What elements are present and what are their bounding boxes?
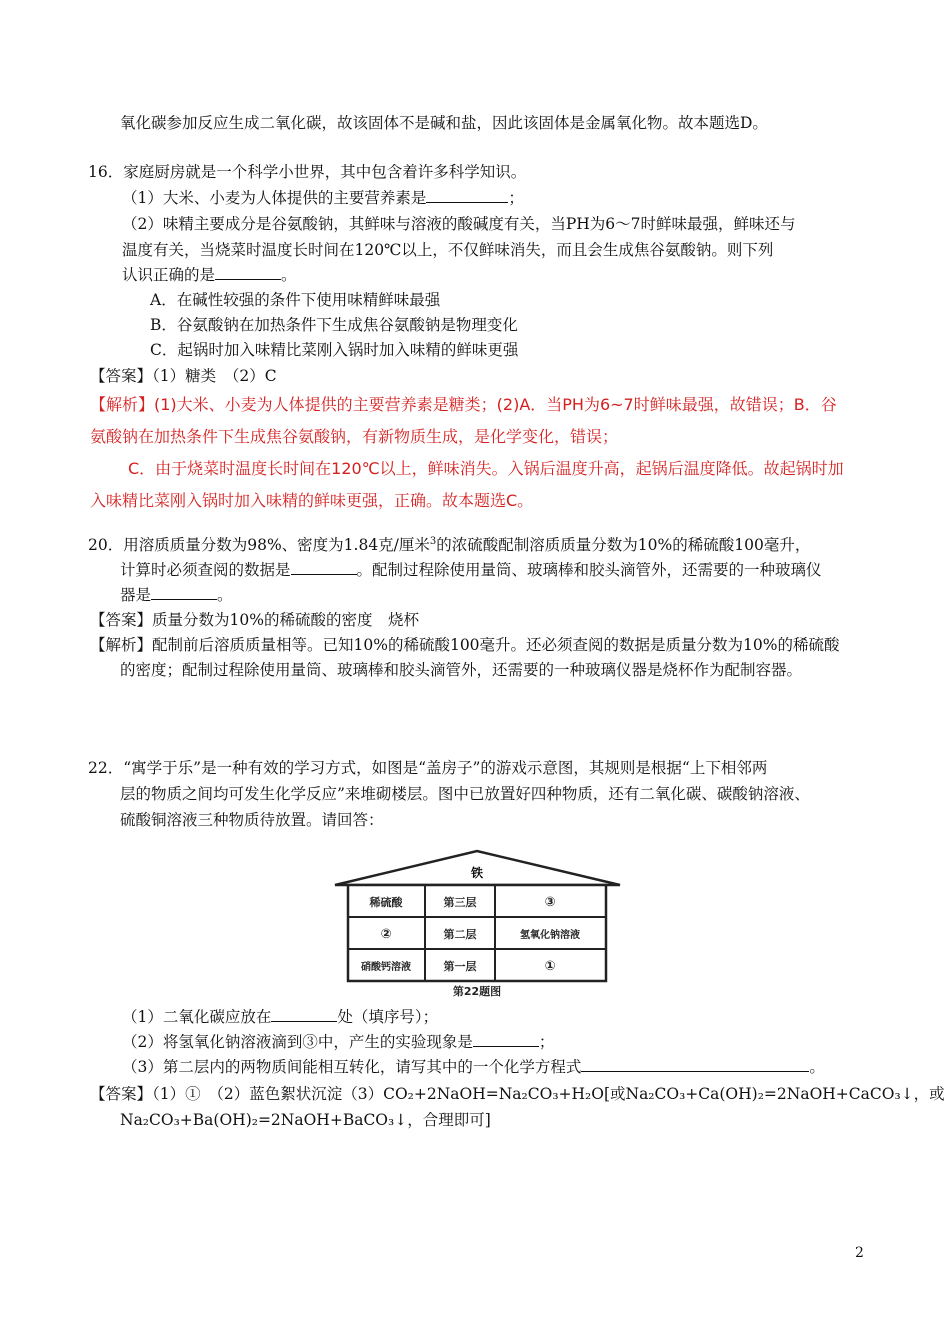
answer-blank (581, 1057, 809, 1072)
q16-option-b: B．谷氨酸钠在加热条件下生成焦谷氨酸钠是物理变化 (150, 316, 518, 334)
answer-blank (151, 585, 217, 600)
q22-sub3-a: （3）第二层内的两物质间能相互转化，请写其中的一个化学方程式 (122, 1058, 582, 1076)
q22-answer-line1: 【答案】（1）① （2）蓝色絮状沉淀（3）CO₂+2NaOH=Na₂CO₃+H₂O[或Na₂CO₃+Ca(OH)₂=2NaOH+CaCO₃↓，或 (90, 1085, 945, 1103)
q22-sub3-b: 。 (809, 1058, 825, 1076)
house-game-figure (330, 847, 625, 997)
q15-analysis-tail: 氧化碳参加反应生成二氧化碳，故该固体不是碱和盐，因此该固体是金属氧化物。故本题选D。 (120, 114, 768, 132)
q20-superscript: 3 (429, 536, 437, 547)
q22-sub1 (122, 1007, 438, 1027)
cell-position-1: ① (544, 959, 556, 974)
q22-sub3 (122, 1057, 825, 1077)
q20-analysis-line1: 【解析】配制前后溶质质量相等。已知10%的稀硫酸100毫升。还必须查阅的数据是质量分数为10%的稀硫酸 (90, 636, 840, 654)
q16-part2-line3-end: 。 (281, 266, 297, 284)
q20-line2-b: 。配制过程除使用量筒、玻璃棒和胶头滴管外，还需要的一种玻璃仪 (356, 561, 822, 579)
answer-blank (271, 1007, 337, 1022)
q22-answer-line2: Na₂CO₃+Ba(OH)₂=2NaOH+BaCO₃↓，合理即可] (120, 1111, 491, 1129)
q16-part2-line3-text: 认识正确的是 (122, 266, 216, 284)
q16-analysis-line4: 入味精比菜刚入锅时加入味精的鲜味更强，正确。故本题选C。 (90, 491, 534, 510)
q16-part1 (122, 188, 524, 208)
cell-floor-3: 第三层 (443, 896, 477, 909)
q22-line2: 层的物质之间均可发生化学反应”来堆砌楼层。图中已放置好四种物质，还有二氧化碳、碳酸钠溶液、 (120, 785, 810, 803)
page-number: 2 (855, 1245, 864, 1261)
q20-line2 (120, 560, 822, 580)
q16-option-c: C．起锅时加入味精比菜刚入锅时加入味精的鲜味更强 (150, 341, 519, 359)
q16-answer: 【答案】（1）糖类 （2）C (90, 367, 277, 385)
figure-caption: 第22题图 (452, 985, 502, 997)
q22-line1: 22．“寓学于乐”是一种有效的学习方式，如图是“盖房子”的游戏示意图，其规则是根据“上下相邻两 (88, 759, 768, 777)
cell-calcium-nitrate: 硝酸钙溶液 (361, 962, 411, 973)
q20-line3 (120, 585, 233, 605)
q20-line1 (88, 535, 810, 555)
cell-floor-1: 第一层 (443, 960, 477, 973)
q22-sub2-b: ； (538, 1033, 555, 1051)
q22-sub1-b: 处（填序号）； (337, 1008, 439, 1026)
q16-stem: 16．家庭厨房就是一个科学小世界，其中包含着许多科学知识。 (88, 163, 527, 181)
q16-part1-text: （1）大米、小麦为人体提供的主要营养素是 (122, 189, 427, 207)
cell-dilute-sulfuric-acid: 稀硫酸 (369, 896, 403, 909)
q16-analysis-line2: 氨酸钠在加热条件下生成焦谷氨酸钠，有新物质生成，是化学变化，错误； (90, 427, 619, 446)
q22-sub2-a: （2）将氢氧化钠溶液滴到③中，产生的实验现象是 (122, 1033, 473, 1051)
q16-part1-end: ； (508, 189, 524, 207)
q22-sub2 (122, 1032, 554, 1052)
answer-blank (473, 1032, 539, 1047)
q16-part2-line2: 温度有关，当烧菜时温度长时间在120℃以上，不仅鲜味消失，而且会生成焦谷氨酸钠。则下列 (122, 241, 774, 259)
answer-blank (291, 560, 357, 575)
q20-line1-b: 的浓硫酸配制溶质质量分数为10%的稀硫酸100毫升， (436, 536, 811, 554)
cell-position-3: ③ (544, 895, 556, 910)
q20-line3-a: 器是 (120, 586, 152, 604)
q16-part2-line3 (122, 265, 297, 285)
cell-sodium-hydroxide: 氢氧化钠溶液 (520, 930, 580, 941)
q16-part2-line1: （2）味精主要成分是谷氨酸钠，其鲜味与溶液的酸碱度有关，当PH为6～7时鲜味最强，鲜味还与 (122, 215, 796, 233)
q20-analysis-line2: 的密度；配制过程除使用量筒、玻璃棒和胶头滴管外，还需要的一种玻璃仪器是烧杯作为配制容器。 (120, 661, 803, 679)
q20-answer: 【答案】质量分数为10%的稀硫酸的密度 烧杯 (90, 611, 419, 629)
answer-blank (215, 265, 281, 280)
q20-line3-b: 。 (217, 586, 233, 604)
roof-label: 铁 (470, 866, 484, 880)
q20-line1-a: 20．用溶质质量分数为98%、密度为1.84克/厘米 (88, 536, 430, 554)
q16-analysis-line3: C．由于烧菜时温度长时间在120℃以上，鲜味消失。入锅后温度升高，起锅后温度降低。故起锅时加 (128, 459, 844, 478)
cell-floor-2: 第二层 (443, 928, 477, 941)
q22-sub1-a: （1）二氧化碳应放在 (122, 1008, 272, 1026)
q16-option-a: A．在碱性较强的条件下使用味精鲜味最强 (150, 291, 441, 309)
q22-line3: 硫酸铜溶液三种物质待放置。请回答： (120, 811, 384, 829)
answer-blank (426, 188, 508, 203)
cell-position-2: ② (380, 927, 392, 942)
q16-analysis-line1: 【解析】(1)大米、小麦为人体提供的主要营养素是糖类；(2)A．当PH为6~7时鲜味最强，故错误；B．谷 (90, 395, 837, 414)
q20-line2-a: 计算时必须查阅的数据是 (120, 561, 291, 579)
